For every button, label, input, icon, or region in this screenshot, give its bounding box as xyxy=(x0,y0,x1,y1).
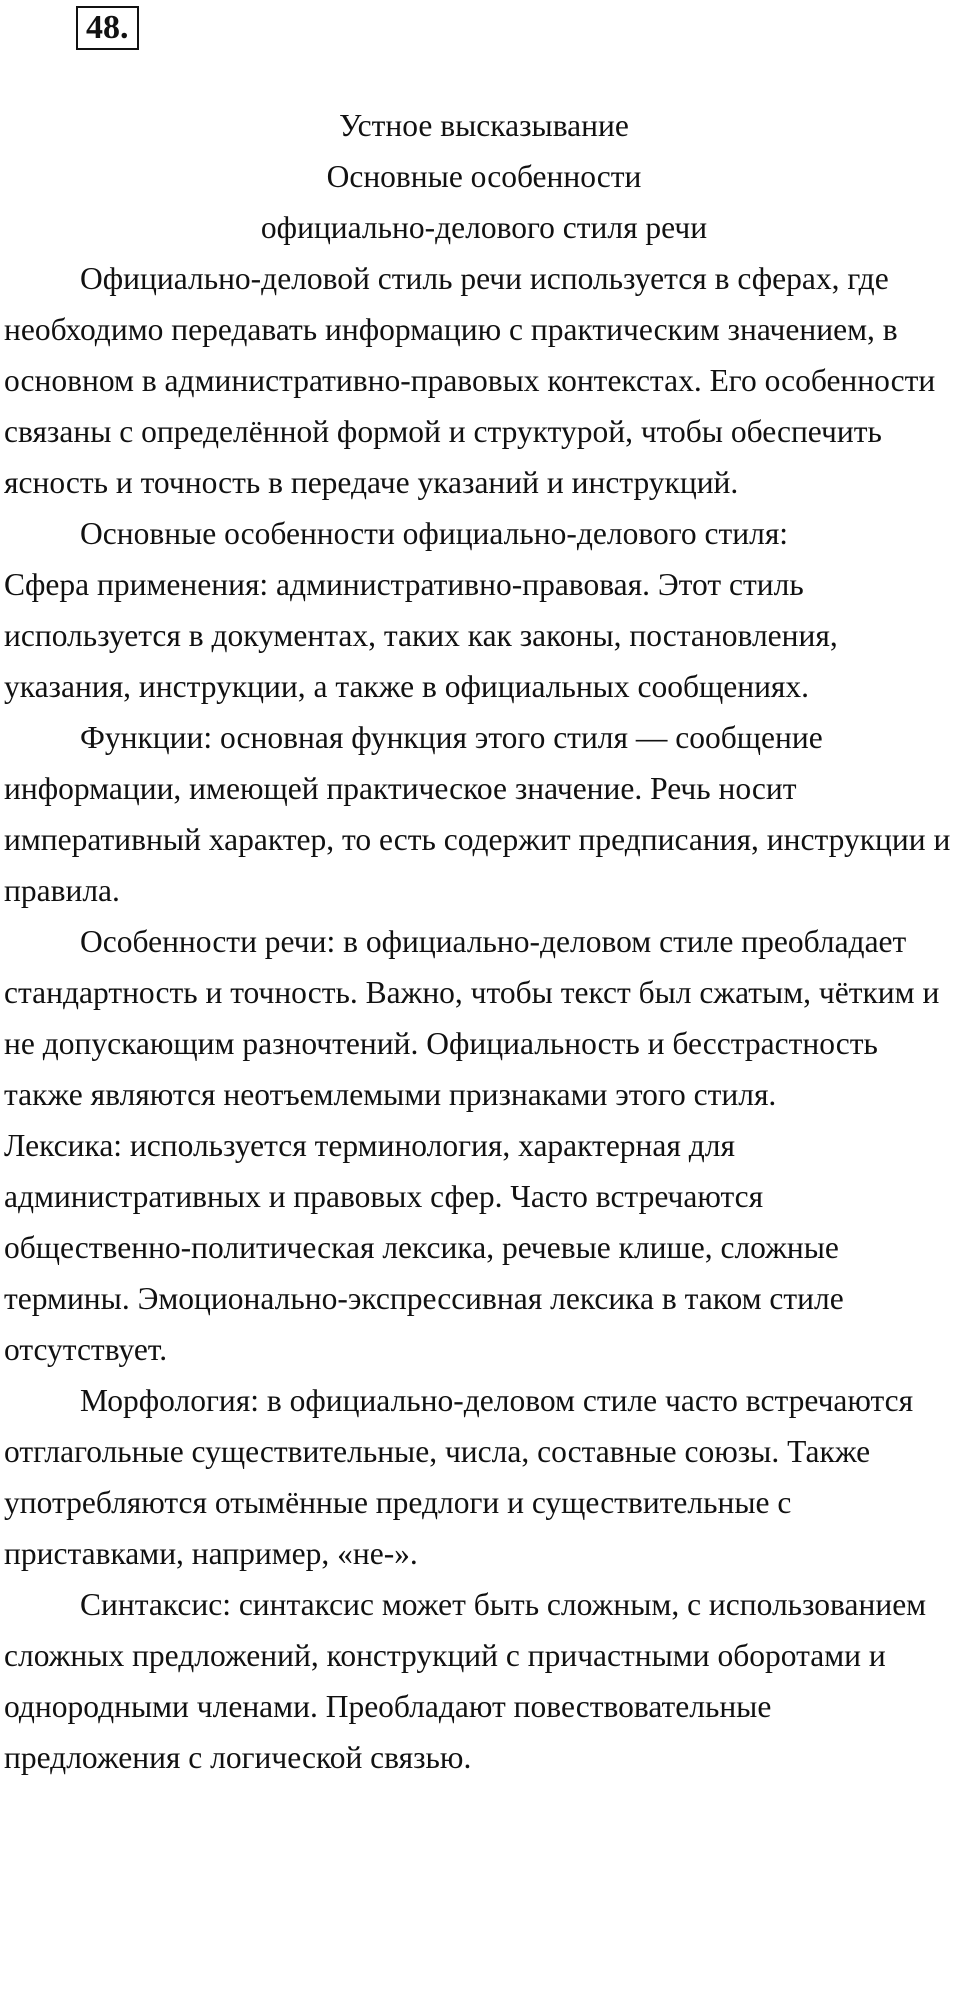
paragraph-morphology: Морфология: в официально-деловом стиле часто встречаются отглагольные существительные, числа, составные союзы. Также употребляются отымённые предлоги и существительные с приставками, например, «не-». xyxy=(4,1383,914,1571)
paragraph-functions: Функции: основная функция этого стиля — сообщение информации, имеющей практическое значение. Речь носит императивный характер, то есть содержит предписания, инструкции и правила. xyxy=(4,720,951,908)
paragraph-intro: Официально-деловой стиль речи используется в сферах, где необходимо передавать информацию с практическим значением, в основном в административно-правовых контекстах. Его особенности связаны с определённой формой и структурой, чтобы обеспечить ясность и точность в передаче указаний и инструкций. xyxy=(4,261,936,500)
heading-line-3: официально-делового стиля речи xyxy=(260,210,708,245)
document-body xyxy=(4,100,954,1783)
heading-line-2: Основные особенности xyxy=(326,159,642,194)
paragraph-lexicon: Лексика: используется терминология, характерная для административных и правовых сфер. Часто встречаются общественно-политическая лексика, речевые клише, сложные термины. Эмоционально-экспрессивная лексика в таком стиле отсутствует. xyxy=(4,1128,844,1367)
document-heading xyxy=(4,100,954,253)
paragraph-syntax: Синтаксис: синтаксис может быть сложным, с использованием сложных предложений, конструкций с причастными оборотами и однородными членами. Преобладают повествовательные предложения с логической связью. xyxy=(4,1587,927,1775)
task-number-box: 48. xyxy=(76,6,139,50)
heading-line-1: Устное высказывание xyxy=(339,108,629,143)
paragraph-sphere: Сфера применения: административно-правовая. Этот стиль используется в документах, таких как законы, постановления, указания, инструкции, а также в официальных сообщениях. xyxy=(4,567,838,704)
paragraph-speech-features: Особенности речи: в официально-деловом стиле преобладает стандартность и точность. Важно, чтобы текст был сжатым, чётким и не допускающим разночтений. Официальность и бесстрастность также являются неотъемлемыми признаками этого стиля. xyxy=(4,924,940,1112)
paragraph-features-lead: Основные особенности официально-делового стиля: xyxy=(80,516,789,551)
